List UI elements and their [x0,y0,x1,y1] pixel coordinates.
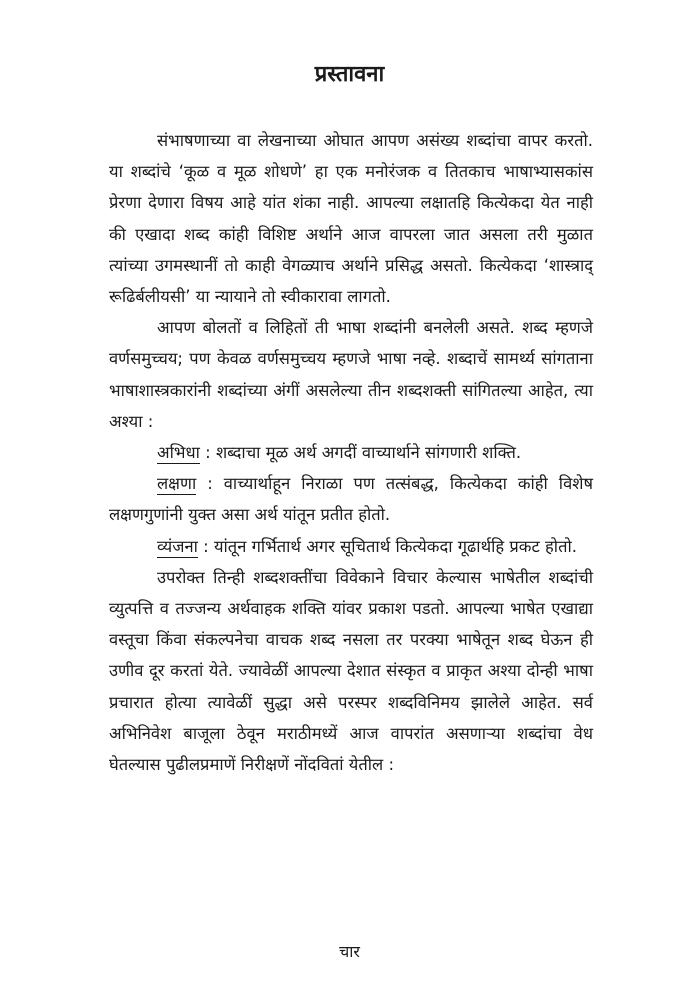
body-text [109,125,593,780]
page-number: चार [339,942,360,961]
page-title: प्रस्तावना [314,62,385,87]
definition-lakshana [109,468,593,530]
definition-term: व्यंजना [157,536,198,556]
definition-term: अभिधा [157,443,200,463]
definition-text: : शब्दाचा मूळ अर्थ अगदीं वाच्यार्थाने सांगणारी शक्ति. [199,443,522,463]
paragraph: आपण बोलतों व लिहितों ती भाषा शब्दांनी बनलेली असते. शब्द म्हणजे वर्णसमुच्चय; पण केवळ वर्णसमुच्चय म्हणजे भाषा नव्हे. शब्दाचें सामर्थ्य सांगताना भाषाशास्त्रकारांनी शब्दांच्या अंगीं असलेल्या तीन शब्दशक्ती सांगितल्या आहेत, त्या अश्या : [109,318,593,431]
definition-text: : यांतून गर्भितार्थ अगर सूचितार्थ कित्येकदा गूढार्थहि प्रकट होतो. [197,536,577,556]
paragraph: संभाषणाच्या वा लेखनाच्या ओघात आपण असंख्य शब्दांचा वापर करतो. या शब्दांचे ‘कूळ व मूळ शोधणे’ हा एक मनोरंजक व तितकाच भाषाभ्यासकांस प्रेरणा देणारा विषय आहे यांत शंका नाही. आपल्या लक्षातहि कित्येकदा येत नाही की एखादा शब्द कांही विशिष्ट अर्थाने आज वापरला जात असला तरी मुळात त्यांच्या उगमस्थानीं तो काही वेगळ्याच अर्थाने प्रसिद्ध असतो. कित्येकदा ‘शास्त्राद् रूढिर्बलीयसी’ या न्यायाने तो स्वीकारावा लागतो. [109,131,593,307]
definition-text: : वाच्यार्थाहून निराळा पण तत्संबद्ध, कित्येकदा कांही विशेष लक्षणगुणांनी युक्त असा अर्थ यांतून प्रतीत होतो. [109,474,593,525]
definition-term: लक्षणा [157,474,197,494]
definition-abhidha [109,437,593,468]
paragraph: उपरोक्त तिन्ही शब्दशक्तींचा विवेकाने विचार केल्यास भाषेतील शब्दांची व्युत्पत्ति व तज्जन्य अर्थवाहक शक्ति यांवर प्रकाश पडतो. आपल्या भाषेत एखाद्या वस्तूचा किंवा संकल्पनेचा वाचक शब्द नसला तर परक्या भाषेतून शब्द घेऊन ही उणीव दूर करतां येते. ज्यावेळीं आपल्या देशात संस्कृत व प्राकृत अश्या दोन्ही भाषा प्रचारात होत्या त्यावेळीं सुद्धा असे परस्पर शब्दविनिमय झालेले आहेत. सर्व अभिनिवेश बाजूला ठेवून मराठीमध्यें आज वापरांत असणाऱ्या शब्दांचा वेध घेतल्यास पुढीलप्रमाणें निरीक्षणें नोंदवितां येतील : [109,567,593,775]
definition-vyanjana [109,531,593,562]
